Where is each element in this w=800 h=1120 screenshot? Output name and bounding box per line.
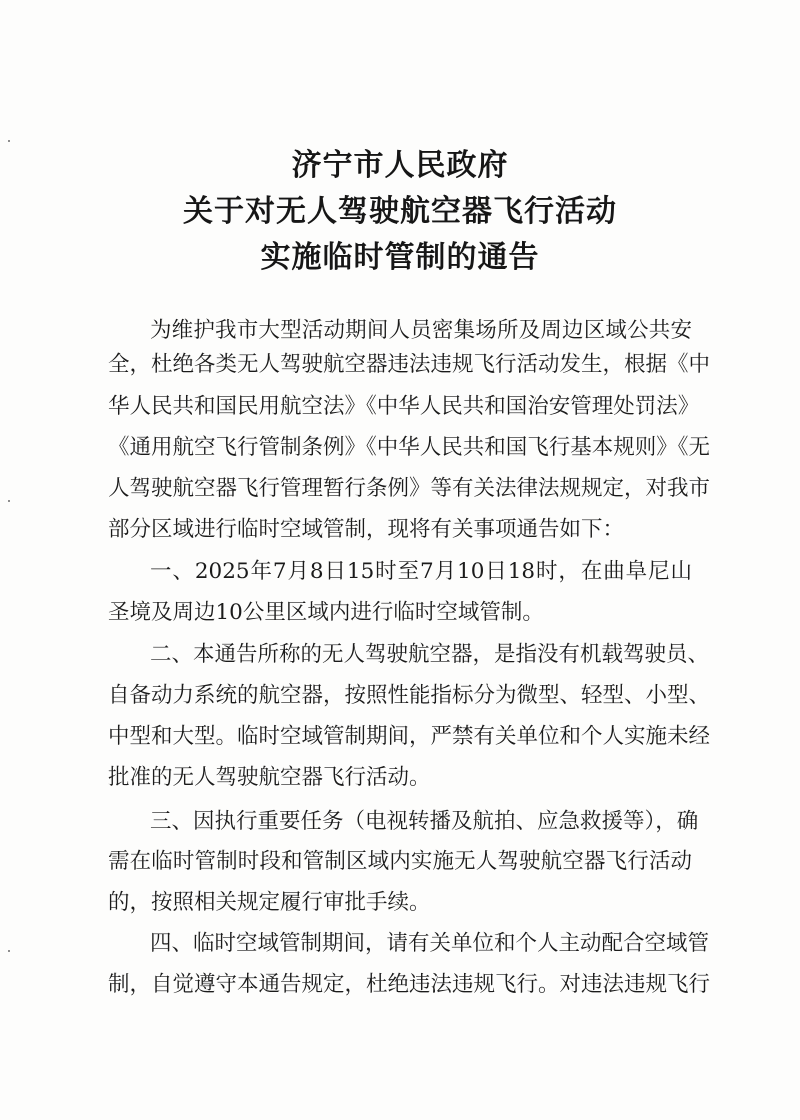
body-line: 的，按照相关规定履行审批手续。 (108, 890, 431, 915)
title-line-1: 济宁市人民政府 (291, 148, 509, 183)
scan-mark (8, 140, 10, 142)
body-line: 二、本通告所称的无人驾驶航空器，是指没有机载驾驶员、 (150, 642, 710, 667)
body-line: 为维护我市大型活动期间人员密集场所及周边区域公共安 (150, 318, 692, 343)
body-line: 华人民共和国民用航空法》《中华人民共和国治安管理处罚法》 (108, 394, 700, 419)
body-line: 四、临时空域管制期间，请有关单位和个人主动配合空域管 (150, 931, 710, 956)
body-line: 全，杜绝各类无人驾驶航空器违法违规飞行活动发生，根据《中 (108, 352, 711, 377)
scan-mark (8, 500, 10, 502)
scan-mark (8, 950, 10, 952)
body-line: 制，自觉遵守本通告规定，杜绝违法违规飞行。对违法违规飞行 (108, 972, 711, 997)
title-line-2: 关于对无人驾驶航空器飞行活动 (183, 194, 617, 229)
body-line: 圣境及周边10公里区域内进行临时空域管制。 (108, 600, 544, 625)
body-line: 《通用航空飞行管制条例》《中华人民共和国飞行基本规则》《无 (108, 435, 711, 460)
body-line: 自备动力系统的航空器，按照性能指标分为微型、轻型、小型、 (108, 683, 711, 708)
body-line: 批准的无人驾驶航空器飞行活动。 (108, 765, 431, 790)
body-line: 中型和大型。临时空域管制期间，严禁有关单位和个人实施未经 (108, 724, 711, 749)
body-line: 一、2025年7月8日15时至7月10日18时，在曲阜尼山 (150, 559, 693, 584)
body-line: 人驾驶航空器飞行管理暂行条例》等有关法律法规规定，对我市 (108, 476, 711, 501)
body-line: 三、因执行重要任务（电视转播及航拍、应急救援等），确 (150, 809, 699, 834)
title-line-3: 实施临时管制的通告 (260, 240, 540, 275)
body-line: 需在临时管制时段和管制区域内实施无人驾驶航空器飞行活动 (108, 849, 692, 874)
body-line: 部分区域进行临时空域管制，现将有关事项通告如下： (108, 517, 625, 542)
